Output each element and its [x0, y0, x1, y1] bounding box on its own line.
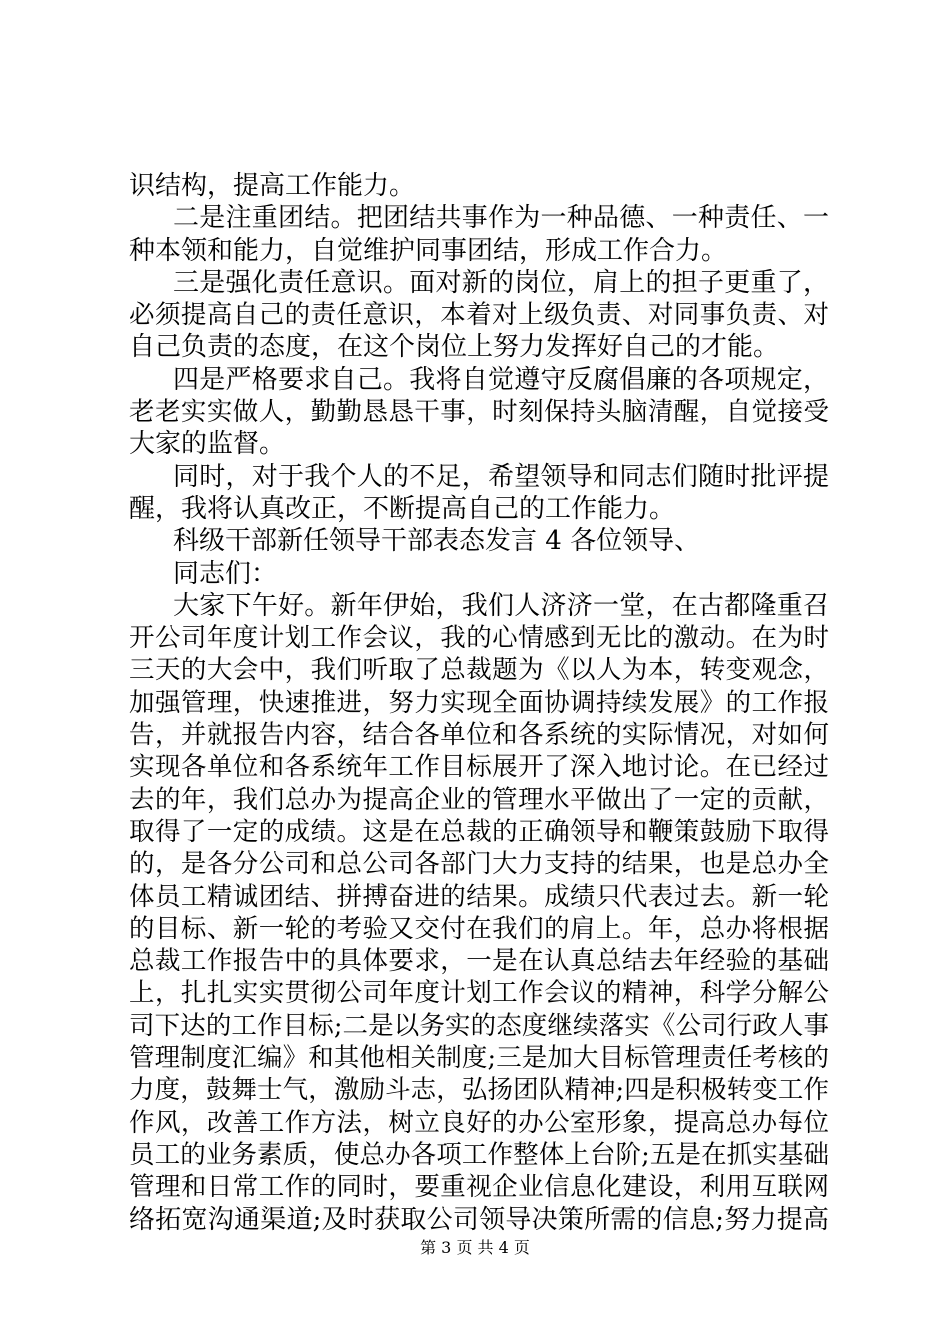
- text-line: 的，是各分公司和总公司各部门大力支持的结果，也是总办全: [129, 849, 829, 880]
- text-line: 三天的大会中，我们听取了总裁题为《以人为本，转变观念，: [129, 655, 829, 686]
- text-line: 加强管理，快速推进，努力实现全面协调持续发展》的工作报: [129, 687, 829, 718]
- text-line: 总裁工作报告中的具体要求，一是在认真总结去年经验的基础: [129, 946, 829, 977]
- text-line: 同时，对于我个人的不足，希望领导和同志们随时批评提: [173, 461, 829, 492]
- text-line: 三是强化责任意识。面对新的岗位，肩上的担子更重了，: [173, 267, 829, 298]
- text-line: 识结构，提高工作能力。: [129, 171, 416, 201]
- text-line: 的目标、新一轮的考验又交付在我们的肩上。年，总办将根据: [129, 913, 829, 944]
- text-line: 四是严格要求自己。我将自觉遵守反腐倡廉的各项规定，: [173, 364, 829, 395]
- text-line: 员工的业务素质，使总办各项工作整体上台阶;五是在抓实基础: [129, 1139, 829, 1170]
- text-line: 二是注重团结。把团结共事作为一种品德、一种责任、一: [173, 203, 829, 234]
- text-line: 体员工精诚团结、拼搏奋进的结果。成绩只代表过去。新一轮: [129, 881, 829, 912]
- text-line: 开公司年度计划工作会议，我的心情感到无比的激动。在为时: [129, 623, 829, 654]
- text-line: 络拓宽沟通渠道;及时获取公司领导决策所需的信息;努力提高: [129, 1204, 829, 1235]
- text-line: 大家的监督。: [129, 429, 286, 460]
- text-line: 司下达的工作目标;二是以务实的态度继续落实《公司行政人事: [129, 1010, 829, 1041]
- text-line: 上，扎扎实实贯彻公司年度计划工作会议的精神，科学分解公: [129, 978, 829, 1009]
- text-line: 醒，我将认真改正，不断提高自己的工作能力。: [129, 493, 676, 524]
- text-line: 取得了一定的成绩。这是在总裁的正确领导和鞭策鼓励下取得: [129, 816, 829, 847]
- text-line: 老老实实做人，勤勤恳恳干事，时刻保持头脑清醒，自觉接受: [129, 397, 829, 428]
- text-line: 告，并就报告内容，结合各单位和各系统的实际情况，对如何: [129, 720, 829, 751]
- document-body: [129, 170, 829, 1236]
- text-line: 管理和日常工作的同时，要重视企业信息化建设，利用互联网: [129, 1172, 829, 1203]
- text-line: 大家下午好。新年伊始，我们人济济一堂，在古都隆重召: [173, 590, 829, 621]
- text-line: 自己负责的态度，在这个岗位上努力发挥好自己的才能。: [129, 332, 780, 363]
- text-line: 去的年，我们总办为提高企业的管理水平做出了一定的贡献，: [129, 784, 829, 815]
- text-line: 管理制度汇编》和其他相关制度;三是加大目标管理责任考核的: [129, 1043, 829, 1074]
- text-line: 种本领和能力，自觉维护同事团结，形成工作合力。: [129, 235, 728, 266]
- text-line: 科级干部新任领导干部表态发言 4 各位领导、: [173, 526, 701, 557]
- page-number-footer: 第 3 页 共 4 页: [420, 1238, 530, 1257]
- text-line: 作风，改善工作方法，树立良好的办公室形象，提高总办每位: [129, 1107, 829, 1138]
- text-line: 力度，鼓舞士气，激励斗志，弘扬团队精神;四是积极转变工作: [129, 1075, 829, 1106]
- text-line: 必须提高自己的责任意识，本着对上级负责、对同事负责、对: [129, 300, 829, 331]
- text-line: 实现各单位和各系统年工作目标展开了深入地讨论。在已经过: [129, 752, 829, 783]
- text-line: 同志们：: [173, 558, 278, 589]
